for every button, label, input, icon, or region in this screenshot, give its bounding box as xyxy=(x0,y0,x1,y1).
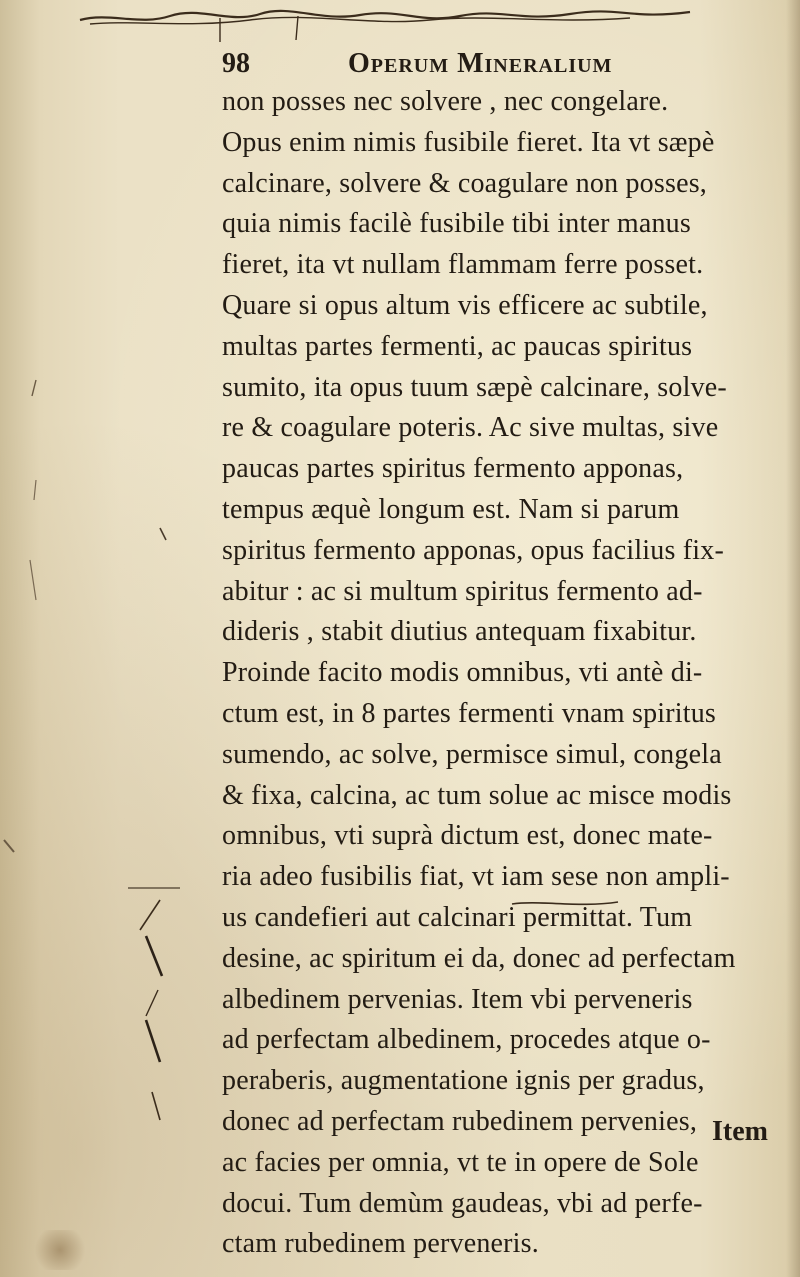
text-line: omnibus, vti suprà dictum est, donec mate- xyxy=(222,820,713,852)
paper-stain xyxy=(30,1230,90,1270)
text-line: non posses nec solvere , nec congelare. xyxy=(222,86,669,117)
text-line: ad perfectam albedinem, procedes atque o- xyxy=(222,1024,711,1056)
text-line: quia nimis facilè fusibile tibi inter manus xyxy=(222,208,691,240)
text-line: tempus æquè longum est. Nam si parum xyxy=(222,493,680,525)
text-line: albedinem pervenias. Item vbi perveneris xyxy=(222,983,693,1015)
text-line: abitur : ac si multum spiritus fermento ad- xyxy=(222,575,703,607)
text-line: ctam rubedinem perveneris. xyxy=(222,1228,539,1260)
margin-pen-marks xyxy=(0,0,220,1277)
text-line: fieret, ita vt nullam flammam ferre posset. xyxy=(222,249,704,281)
text-line: spiritus fermento apponas, opus facilius fix- xyxy=(222,534,725,566)
handwritten-underline xyxy=(510,898,620,910)
text-line: ctum est, in 8 partes fermenti vnam spiritus xyxy=(222,697,717,729)
text-line: donec ad perfectam rubedinem pervenies, xyxy=(222,1105,698,1137)
text-line: sumendo, ac solve, permisce simul, congela xyxy=(222,738,722,770)
catchword: Item xyxy=(712,1116,768,1147)
text-line: paucas partes spiritus fermento apponas, xyxy=(222,453,684,485)
text-line: Opus enim nimis fusibile fieret. Ita vt sæpè xyxy=(222,126,715,158)
text-line: re & coagulare poteris. Ac sive multas, sive xyxy=(222,412,719,444)
text-line: us candefieri aut calcinari permittat. Tum xyxy=(222,901,693,933)
text-line: & fixa, calcina, ac tum solue ac misce modis xyxy=(222,779,732,811)
text-line: Quare si opus altum vis efficere ac subtile, xyxy=(222,289,708,321)
text-line: Proinde facito modis omnibus, vti antè di- xyxy=(222,657,703,689)
text-line: peraberis, augmentatione ignis per gradus, xyxy=(222,1065,705,1097)
text-line: ria adeo fusibilis fiat, vt iam sese non ampli- xyxy=(222,861,730,893)
text-line: sumito, ita opus tuum sæpè calcinare, solve- xyxy=(222,371,727,403)
text-line: ac facies per omnia, vt te in opere de Sole xyxy=(222,1146,699,1178)
text-line: calcinare, solvere & coagulare non posses, xyxy=(222,167,707,199)
page-edge-shadow xyxy=(786,0,800,1277)
page-number: 98 xyxy=(222,48,250,79)
text-line: docui. Tum demùm gaudeas, vbi ad perfe- xyxy=(222,1187,703,1219)
running-title: Operum Mineralium xyxy=(348,48,613,79)
text-line: desine, ac spiritum ei da, donec ad perfectam xyxy=(222,942,736,974)
body-text xyxy=(222,82,787,1265)
text-line: multas partes fermenti, ac paucas spiritus xyxy=(222,330,693,362)
text-line: dideris , stabit diutius antequam fixabitur. xyxy=(222,616,697,648)
